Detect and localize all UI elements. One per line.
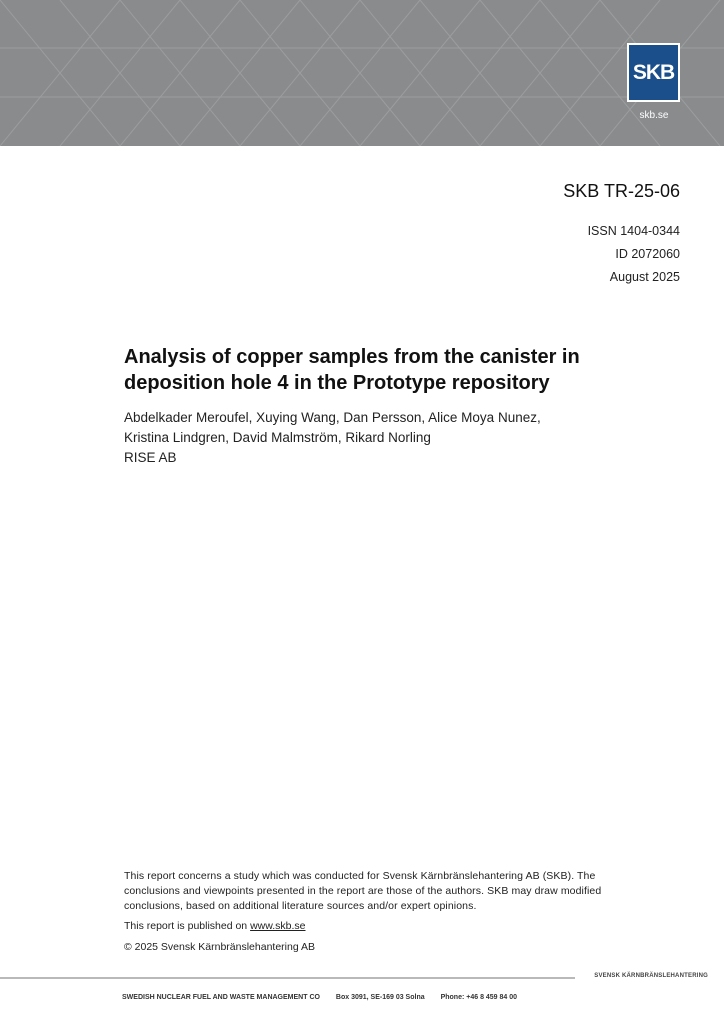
published-prefix: This report is published on bbox=[124, 920, 251, 932]
disclaimer-line: conclusions, based on additional literature sources and/or expert opinions. bbox=[124, 900, 477, 912]
logo-text: SKB bbox=[632, 60, 675, 84]
author-line: Kristina Lindgren, David Malmström, Rikard Norling bbox=[124, 430, 431, 445]
company-address: Box 3091, SE-169 03 Solna bbox=[335, 994, 425, 1001]
published-note bbox=[124, 920, 306, 932]
report-number: SKB TR-25-06 bbox=[563, 181, 680, 201]
skb-website-link[interactable]: www.skb.se bbox=[250, 920, 306, 932]
footer-contact bbox=[122, 994, 531, 1001]
document-id: ID 2072060 bbox=[615, 247, 680, 261]
company-name: SVENSK KÄRNBRÄNSLEHANTERING bbox=[594, 973, 708, 979]
disclaimer bbox=[124, 869, 684, 914]
publication-date: August 2025 bbox=[609, 270, 680, 284]
author-line: Abdelkader Meroufel, Xuying Wang, Dan Persson, Alice Moya Nunez, bbox=[124, 410, 541, 425]
report-title bbox=[124, 344, 664, 396]
report-meta bbox=[588, 220, 680, 289]
skb-logo[interactable] bbox=[627, 43, 680, 102]
copyright: © 2025 Svensk Kärnbränslehantering AB bbox=[124, 941, 316, 953]
header-banner bbox=[0, 0, 724, 146]
footer-divider bbox=[0, 977, 575, 979]
issn: ISSN 1404-0344 bbox=[587, 224, 680, 238]
disclaimer-line: This report concerns a study which was conducted for Svensk Kärnbränslehantering AB (SKB). The bbox=[124, 870, 596, 882]
company-phone: Phone: +46 8 459 84 00 bbox=[440, 994, 518, 1001]
banner-pattern bbox=[0, 0, 724, 146]
logo-url[interactable]: skb.se bbox=[639, 110, 669, 121]
title-line: Analysis of copper samples from the canister in bbox=[124, 346, 580, 368]
title-line: deposition hole 4 in the Prototype repository bbox=[124, 372, 550, 394]
authors bbox=[124, 408, 644, 468]
organization: RISE AB bbox=[124, 450, 177, 465]
disclaimer-line: conclusions and viewpoints presented in the report are those of the authors. SKB may draw modified bbox=[124, 885, 602, 897]
company-english-name: SWEDISH NUCLEAR FUEL AND WASTE MANAGEMENT CO bbox=[122, 994, 320, 1001]
